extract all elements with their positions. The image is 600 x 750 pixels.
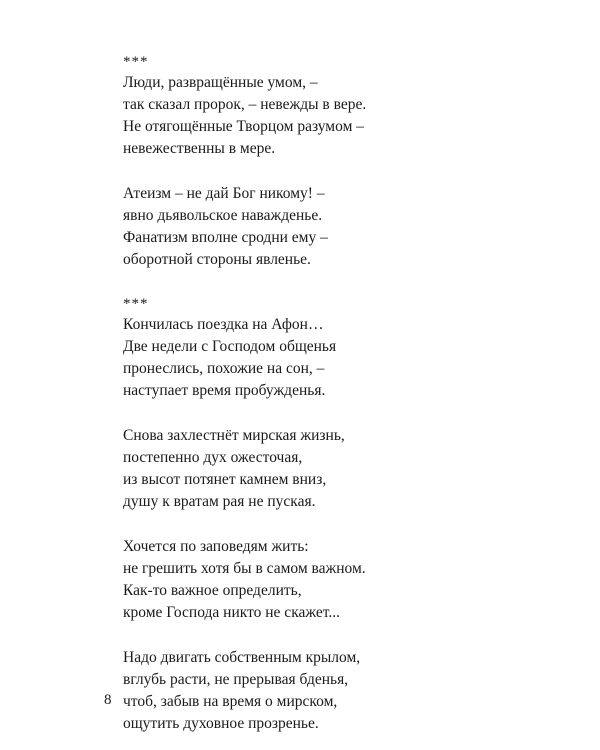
poem-line: Фанатизм вполне сродни ему – bbox=[123, 229, 328, 246]
poem-line: из высот потянет камнем вниз, bbox=[123, 471, 327, 488]
poem-text-block bbox=[123, 52, 523, 735]
poem-line: явно дьявольское наважденье. bbox=[123, 207, 323, 224]
poem-separator: *** bbox=[123, 54, 149, 70]
poem-line: ощутить духовное прозренье. bbox=[123, 715, 319, 732]
stanza bbox=[123, 314, 523, 402]
stanza bbox=[123, 72, 523, 160]
poem-line: постепенно дух ожесточая, bbox=[123, 449, 303, 466]
stanza bbox=[123, 183, 523, 271]
poem-line: Люди, развращённые умом, – bbox=[123, 74, 318, 91]
poem-line: оборотной стороны явленье. bbox=[123, 251, 311, 268]
poem-line: вглубь расти, не прерывая бденья, bbox=[123, 671, 349, 688]
poem-line: кроме Господа никто не скажет... bbox=[123, 604, 340, 621]
stanza bbox=[123, 536, 523, 624]
poem-line: Атеизм – не дай Бог никому! – bbox=[123, 185, 325, 202]
poem-line: невежественны в мере. bbox=[123, 140, 276, 157]
stanza bbox=[123, 425, 523, 513]
poem-line: душу к вратам рая не пуская. bbox=[123, 493, 316, 510]
poem-line: Снова захлестнёт мирская жизнь, bbox=[123, 427, 345, 444]
poem-line: Не отягощённые Творцом разумом – bbox=[123, 118, 364, 135]
poem-line: наступает время пробужденья. bbox=[123, 382, 326, 399]
poem-line: Надо двигать собственным крылом, bbox=[123, 649, 361, 666]
poem-line: не грешить хотя бы в самом важном. bbox=[123, 560, 366, 577]
stanza bbox=[123, 647, 523, 735]
page-number: 8 bbox=[104, 692, 112, 708]
poem-separator: *** bbox=[123, 296, 149, 312]
poem-line: так сказал пророк, – невежды в вере. bbox=[123, 96, 367, 113]
poem-line: пронеслись, похожие на сон, – bbox=[123, 360, 325, 377]
poem-line: чтоб, забыв на время о мирском, bbox=[123, 693, 338, 710]
poem-line: Как-то важное определить, bbox=[123, 582, 302, 599]
poem-line: Кончилась поездка на Афон… bbox=[123, 316, 324, 333]
poem-line: Хочется по заповедям жить: bbox=[123, 538, 309, 555]
poem-line: Две недели с Господом общенья bbox=[123, 338, 337, 355]
